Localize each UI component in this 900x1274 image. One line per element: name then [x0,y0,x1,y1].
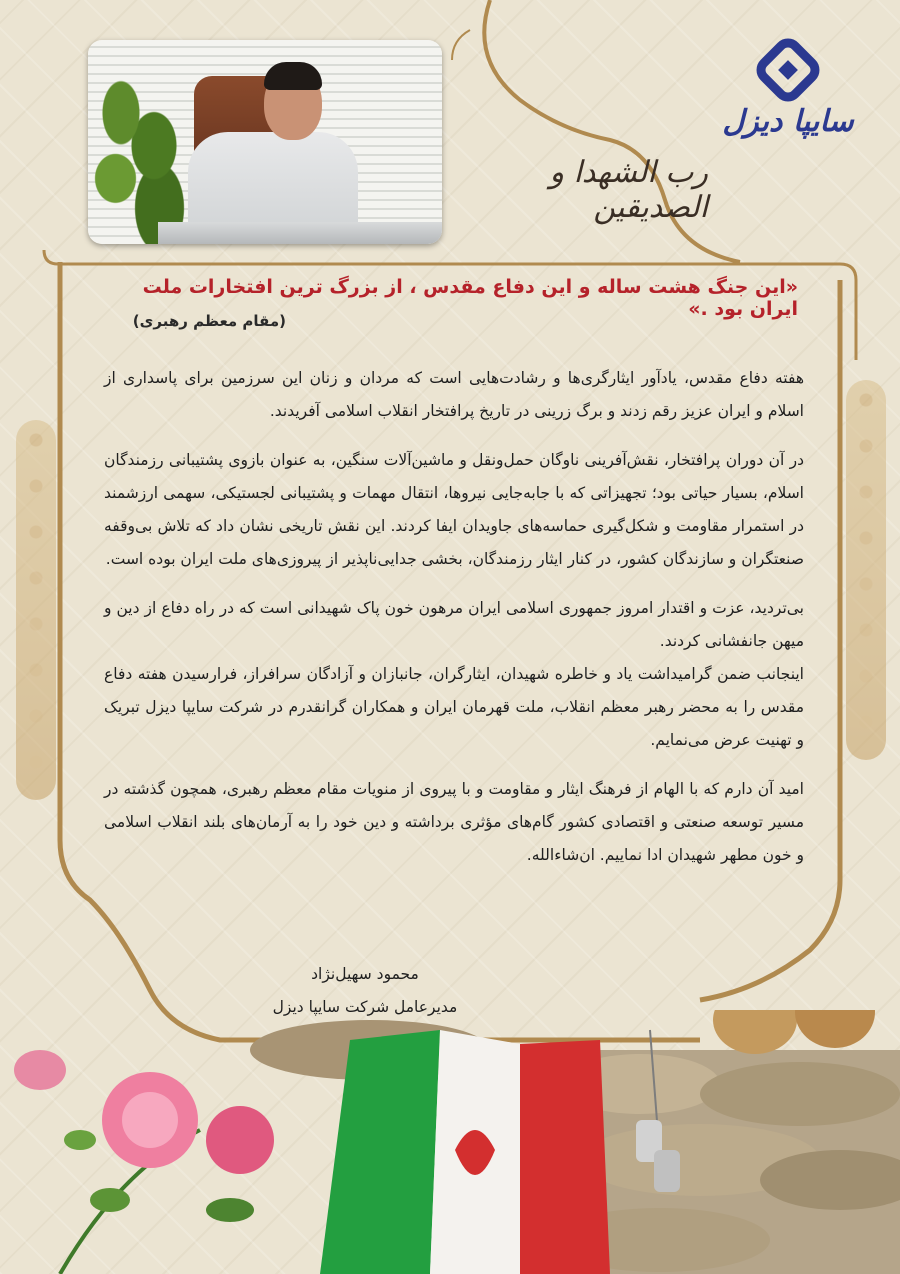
paragraph-3: بی‌تردید، عزت و اقتدار امروز جمهوری اسلامی ایران مرهون خون پاک شهیدانی است که در راه دفاع از دین و میهن جانفشانی کردند. اینجانب ضمن گرامیداشت یاد و خاطره شهیدان، ایثارگران، جانبازان و آزادگان سرافراز، فرارسیدن هفته دفاع مقدس را به محضر رهبر معظم انقلاب، ملت قهرمان ایران و همکاران گرانقدرم در شرکت سایپا دیزل تبریک و تهنیت عرض می‌نمایم. [104,599,804,749]
bottom-illustration [0,1010,900,1274]
quote-author: (مقام معظم رهبری) [132,312,286,330]
calligraphy-title: رب الشهدا و الصدیقین [549,155,708,225]
left-ornament [16,420,56,800]
right-ornament [846,380,886,760]
ceo-photo [88,40,442,244]
paragraph-1: هفته دفاع مقدس، یادآور ایثارگری‌ها و رشادت‌هایی است که مردان و زنان این سرزمین برای پاسداری از اسلام و ایران عزیز رقم زدند و برگ زرینی در تاریخ پرافتخار انقلاب اسلامی آفریدند. [104,369,804,420]
signer-title: مدیرعامل شرکت سایپا دیزل [272,998,458,1016]
signer-name: محمود سهیل‌نژاد [311,965,419,983]
person-hair [264,62,322,90]
pink-flowers [14,1050,274,1274]
iran-flag [320,1030,610,1274]
company-name: سایپا دیزل [722,104,854,139]
leader-quote: «این جنگ هشت ساله و این دفاع مقدس ، از بزرگ ترین افتخارات ملت ایران بود .» [142,276,798,320]
message-body [104,362,804,888]
logo-mark-icon [718,36,858,106]
paragraph-4: امید آن دارم که با الهام از فرهنگ ایثار و مقاومت و با پیروی از منویات مقام معظم رهبری، همچون گذشته در مسیر توسعه صنعتی و اقتصادی کشور گام‌های مؤثری برداشته و دین خود را به آرمان‌های بلند انقلاب اسلامی و خون مطهر شهیدان ادا نماییم. ان‌شاءالله. [104,780,804,864]
company-logo [718,36,858,146]
desk [158,222,442,244]
helmets [713,1010,875,1054]
plant [88,80,198,244]
paragraph-2: در آن دوران پرافتخار، نقش‌آفرینی ناوگان حمل‌ونقل و ماشین‌آلات سنگین، به عنوان بازوی پشتیبانی رزمندگان اسلام، بسیار حیاتی بود؛ تجهیزاتی که با جابه‌جایی نیروها، انتقال مهمات و پشتیبانی لجستیکی، سهمی ارزشمند در استمرار مقاومت و شکل‌گیری حماسه‌های جاویدان ایفا کردند. این نقش تاریخی نشان داد که تلاش بی‌وقفه صنعتگران و سازندگان کشور، در کنار ایثار رزمندگان، بخشی جدایی‌ناپذیر از پیروزی‌های ملت ایران بوده است. [104,451,804,568]
